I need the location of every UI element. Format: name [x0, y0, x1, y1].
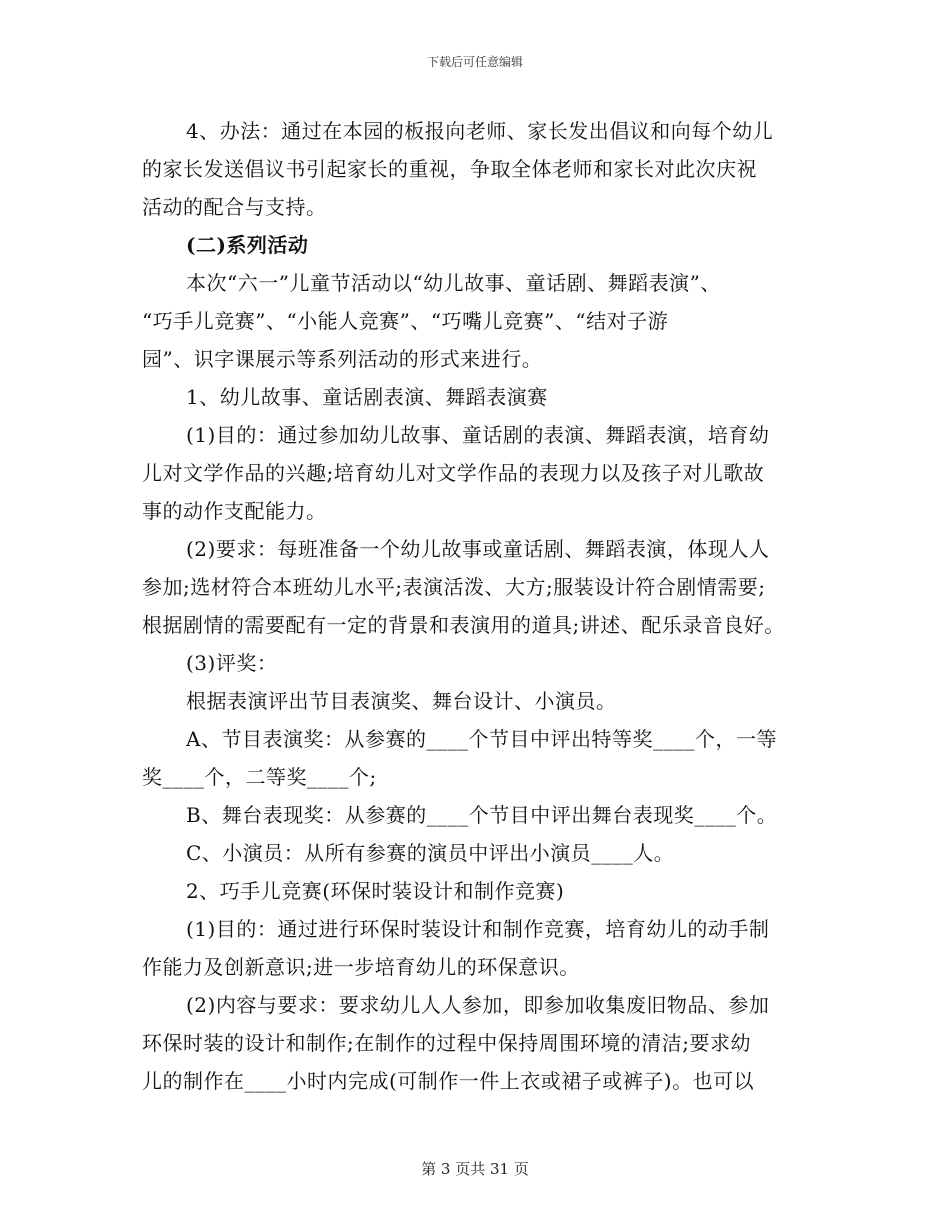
text-line: C、小演员：从所有参赛的演员中评出小演员____人。	[186, 841, 675, 865]
text-line: 儿对文学作品的兴趣;培育幼儿对文学作品的表现力以及孩子对儿歌故	[142, 461, 765, 485]
text-line: (1)目的：通过参加幼儿故事、童话剧的表演、舞蹈表演，培育幼	[186, 423, 770, 447]
text-line: 环保时装的设计和制作;在制作的过程中保持周围环境的清洁;要求幼	[142, 1031, 751, 1055]
text-line: (2)要求：每班准备一个幼儿故事或童话剧、舞蹈表演，体现人人	[186, 537, 770, 561]
text-line: 事的动作支配能力。	[142, 499, 327, 523]
page-header: 下载后可任意编辑	[426, 55, 523, 69]
text-line: 4、办法：通过在本园的板报向老师、家长发出倡议和向每个幼儿	[186, 119, 774, 143]
text-line: (2)内容与要求：要求幼儿人人参加，即参加收集废旧物品、参加	[186, 993, 770, 1017]
text-line: 作能力及创新意识;进一步培育幼儿的环保意识。	[142, 955, 580, 979]
text-line: 参加;选材符合本班幼儿水平;表演活泼、大方;服装设计符合剧情需要;	[142, 575, 766, 599]
text-line: 园”、识字课展示等系列活动的形式来进行。	[142, 347, 543, 371]
text-line: 根据剧情的需要配有一定的背景和表演用的道具;讲述、配乐录音良好。	[142, 613, 785, 637]
text-line: 奖____个，二等奖____个;	[142, 765, 377, 789]
text-line: 活动的配合与支持。	[142, 195, 327, 219]
text-line: “巧手儿竞赛”、“小能人竞赛”、“巧嘴儿竞赛”、“结对子游	[142, 309, 669, 333]
text-line: A、节目表演奖：从参赛的____个节目中评出特等奖____个，一等	[186, 727, 777, 751]
text-line: B、舞台表现奖：从参赛的____个节目中评出舞台表现奖____个。	[186, 803, 778, 827]
document-body	[142, 112, 822, 1100]
text-line: 根据表演评出节目表演奖、舞台设计、小演员。	[186, 689, 617, 713]
text-line: 儿的制作在____小时内完成(可制作一件上衣或裙子或裤子)。也可以	[142, 1069, 755, 1093]
text-line: 本次“六一”儿童节活动以“幼儿故事、童话剧、舞蹈表演”、	[186, 271, 721, 295]
text-line: 的家长发送倡议书引起家长的重视，争取全体老师和家长对此次庆祝	[142, 157, 757, 181]
text-line: (3)评奖：	[186, 651, 278, 675]
section-heading: (二)系列活动	[186, 233, 309, 257]
text-line: 2、巧手儿竞赛(环保时装设计和制作竞赛)	[186, 879, 565, 903]
text-line: 1、幼儿故事、童话剧表演、舞蹈表演赛	[186, 385, 548, 409]
page-footer: 第 3 页共 31 页	[421, 1160, 529, 1178]
text-line: (1)目的：通过进行环保时装设计和制作竞赛，培育幼儿的动手制	[186, 917, 770, 941]
